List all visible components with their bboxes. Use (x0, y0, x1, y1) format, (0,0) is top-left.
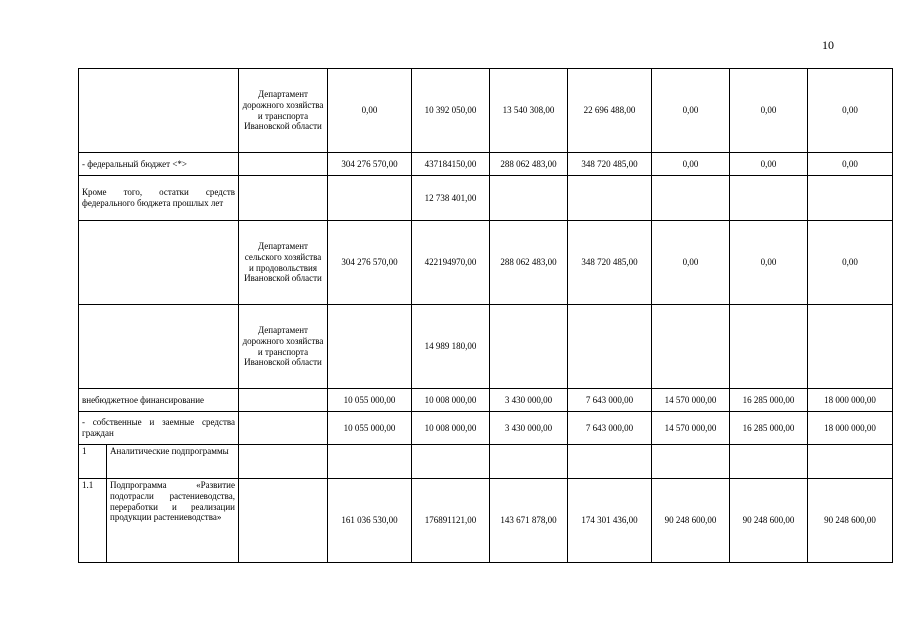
value-cell: 18 000 000,00 (808, 412, 893, 445)
value-cell: 14 570 000,00 (652, 412, 730, 445)
value-cell (328, 305, 412, 389)
value-cell (568, 445, 652, 479)
value-cell: 0,00 (808, 153, 893, 176)
value-cell (808, 305, 893, 389)
row-label (79, 221, 239, 305)
department-cell (239, 412, 328, 445)
value-cell: 90 248 600,00 (652, 479, 730, 563)
value-cell: 288 062 483,00 (490, 221, 568, 305)
value-cell (328, 176, 412, 221)
row-label: Кроме того, остатки средств федерального бюджета прошлых лет (79, 176, 239, 221)
value-cell: 348 720 485,00 (568, 221, 652, 305)
value-cell: 0,00 (808, 69, 893, 153)
value-cell: 3 430 000,00 (490, 389, 568, 412)
page-number: 10 (822, 38, 834, 52)
table-body (79, 69, 893, 563)
value-cell: 3 430 000,00 (490, 412, 568, 445)
value-cell: 0,00 (730, 153, 808, 176)
value-cell: 348 720 485,00 (568, 153, 652, 176)
value-cell: 16 285 000,00 (730, 412, 808, 445)
value-cell (652, 176, 730, 221)
value-cell: 288 062 483,00 (490, 153, 568, 176)
department-cell (239, 479, 328, 563)
budget-table (78, 68, 893, 563)
table-row (79, 305, 893, 389)
department-cell (239, 153, 328, 176)
value-cell: 90 248 600,00 (808, 479, 893, 563)
value-cell: 0,00 (808, 221, 893, 305)
value-cell: 12 738 401,00 (412, 176, 490, 221)
department-cell: Департамент дорожного хозяйства и транспорта Ивановской области (239, 69, 328, 153)
value-cell: 10 008 000,00 (412, 412, 490, 445)
row-label: внебюджетное финансирование (79, 389, 239, 412)
value-cell: 10 392 050,00 (412, 69, 490, 153)
department-cell: Департамент сельского хозяйства и продовольствия Ивановской области (239, 221, 328, 305)
table-row (79, 412, 893, 445)
value-cell (730, 305, 808, 389)
row-label: - собственные и заемные средства граждан (79, 412, 239, 445)
row-index: 1.1 (79, 479, 107, 563)
value-cell: 90 248 600,00 (730, 479, 808, 563)
value-cell: 174 301 436,00 (568, 479, 652, 563)
value-cell: 10 055 000,00 (328, 412, 412, 445)
value-cell (412, 445, 490, 479)
value-cell: 437184150,00 (412, 153, 490, 176)
department-cell (239, 176, 328, 221)
value-cell: 176891121,00 (412, 479, 490, 563)
value-cell (730, 176, 808, 221)
value-cell: 304 276 570,00 (328, 153, 412, 176)
value-cell (568, 176, 652, 221)
department-cell (239, 389, 328, 412)
value-cell (490, 305, 568, 389)
value-cell: 0,00 (652, 69, 730, 153)
value-cell: 18 000 000,00 (808, 389, 893, 412)
table-row (79, 389, 893, 412)
value-cell: 13 540 308,00 (490, 69, 568, 153)
value-cell: 0,00 (730, 69, 808, 153)
value-cell (730, 445, 808, 479)
row-label: Аналитические подпрограммы (107, 445, 239, 479)
value-cell: 0,00 (730, 221, 808, 305)
value-cell (328, 445, 412, 479)
subprogram-row (79, 479, 893, 563)
value-cell (652, 305, 730, 389)
value-cell (568, 305, 652, 389)
department-cell (239, 445, 328, 479)
table-row (79, 221, 893, 305)
value-cell: 143 671 878,00 (490, 479, 568, 563)
value-cell: 16 285 000,00 (730, 389, 808, 412)
row-label (79, 305, 239, 389)
value-cell (808, 176, 893, 221)
value-cell: 7 643 000,00 (568, 389, 652, 412)
value-cell: 22 696 488,00 (568, 69, 652, 153)
table-row (79, 176, 893, 221)
table-row (79, 153, 893, 176)
table-row (79, 69, 893, 153)
value-cell (652, 445, 730, 479)
value-cell: 7 643 000,00 (568, 412, 652, 445)
row-label (79, 69, 239, 153)
value-cell: 14 989 180,00 (412, 305, 490, 389)
value-cell: 0,00 (328, 69, 412, 153)
section-row (79, 445, 893, 479)
value-cell: 14 570 000,00 (652, 389, 730, 412)
value-cell: 422194970,00 (412, 221, 490, 305)
value-cell: 10 008 000,00 (412, 389, 490, 412)
value-cell: 10 055 000,00 (328, 389, 412, 412)
row-label: - федеральный бюджет <*> (79, 153, 239, 176)
row-index: 1 (79, 445, 107, 479)
value-cell: 0,00 (652, 153, 730, 176)
value-cell: 161 036 530,00 (328, 479, 412, 563)
value-cell (490, 445, 568, 479)
value-cell: 304 276 570,00 (328, 221, 412, 305)
row-label: Подпрограмма «Развитие подотрасли растениеводства, переработки и реализации продукции растениеводства» (107, 479, 239, 563)
value-cell: 0,00 (652, 221, 730, 305)
department-cell: Департамент дорожного хозяйства и транспорта Ивановской области (239, 305, 328, 389)
value-cell (808, 445, 893, 479)
value-cell (490, 176, 568, 221)
